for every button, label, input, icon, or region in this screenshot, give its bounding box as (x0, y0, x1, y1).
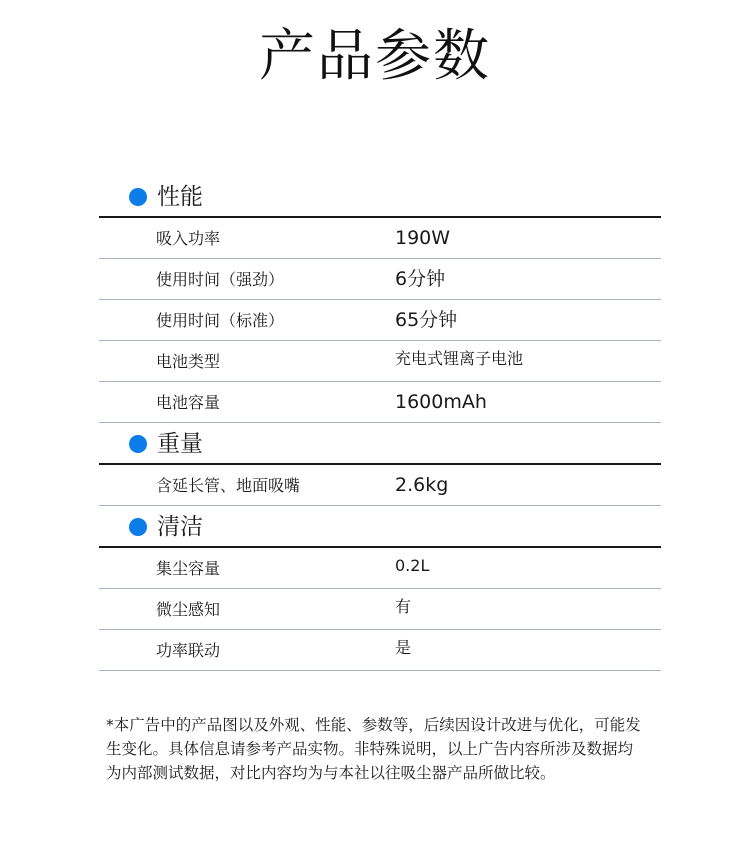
spec-value: 充电式锂离子电池 (395, 349, 524, 368)
spec-value: 1600mAh (395, 391, 487, 413)
spec-label: 电池类型 (156, 352, 221, 371)
spec-row-runtime-standard (99, 300, 661, 341)
section-header-weight (99, 423, 661, 465)
spec-label: 电池容量 (156, 393, 221, 412)
section-header-performance (99, 176, 661, 218)
spec-label: 功率联动 (156, 641, 221, 660)
spec-label: 吸入功率 (156, 229, 221, 248)
spec-row-power-linkage (99, 630, 661, 671)
spec-value: 有 (395, 597, 412, 616)
blue-dot-icon (129, 435, 147, 453)
spec-table (99, 176, 661, 671)
spec-label: 含延长管、地面吸嘴 (156, 476, 301, 495)
spec-label: 微尘感知 (156, 600, 221, 619)
spec-row-dust-capacity (99, 548, 661, 589)
page-title: 产品参数 (259, 24, 491, 89)
spec-row-battery-type (99, 341, 661, 382)
spec-label: 使用时间（强劲） (156, 270, 285, 289)
spec-value: 0.2L (395, 556, 430, 575)
spec-label: 集尘容量 (156, 559, 221, 578)
spec-value: 是 (395, 638, 412, 657)
spec-value: 2.6kg (395, 474, 449, 496)
spec-value: 190W (395, 227, 451, 249)
spec-row-suction-power (99, 218, 661, 259)
section-title: 重量 (157, 431, 203, 457)
section-header-cleaning (99, 506, 661, 548)
blue-dot-icon (129, 188, 147, 206)
spec-label: 使用时间（标准） (156, 311, 285, 330)
spec-value: 6分钟 (395, 268, 446, 290)
section-title: 清洁 (157, 514, 203, 540)
spec-row-runtime-strong (99, 259, 661, 300)
blue-dot-icon (129, 518, 147, 536)
disclaimer-footnote: *本广告中的产品图以及外观、性能、参数等，后续因设计改进与优化，可能发生变化。具体信息请参考产品实物。非特殊说明，以上广告内容所涉及数据均为内部测试数据，对比内容均为与本社以往吸尘器产品所做比较。 (106, 716, 641, 782)
section-title: 性能 (157, 184, 203, 210)
spec-row-battery-capacity (99, 382, 661, 423)
spec-row-weight (99, 465, 661, 506)
spec-row-dust-sensor (99, 589, 661, 630)
spec-value: 65分钟 (395, 309, 458, 331)
